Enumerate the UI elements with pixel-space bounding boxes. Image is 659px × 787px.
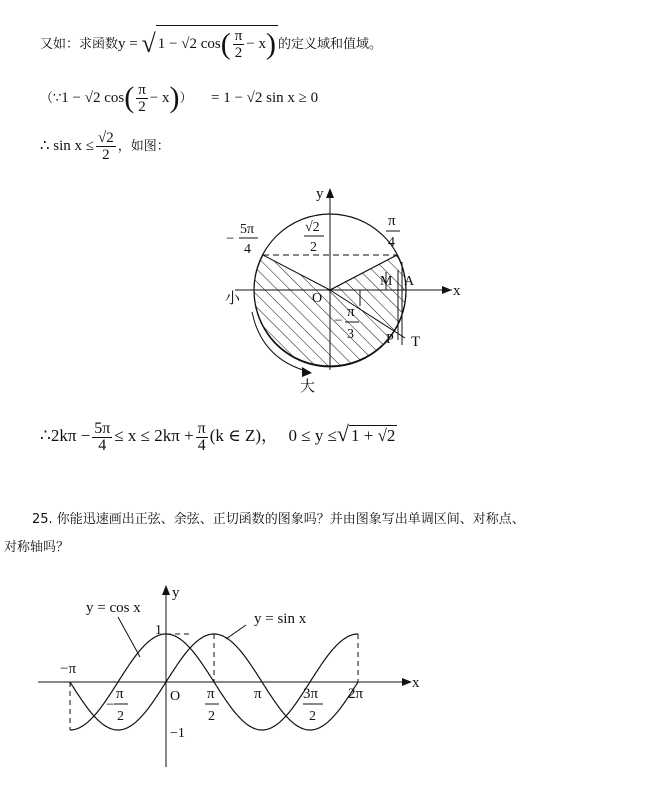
func-prefix: y = <box>118 36 142 52</box>
because-line: （∵1 − √2 cos( $\frac{\pi}{2}$ − x)） = 1 − √2 sin x ≥ 0 <box>40 81 319 115</box>
cos-label: y = cos x <box>86 600 141 616</box>
pi-label: π <box>347 304 355 320</box>
paren-close: ） <box>179 91 193 106</box>
five-pi-label: 5π <box>240 222 255 237</box>
intro-text: 又如：求函数 <box>40 37 119 52</box>
o-label: O <box>170 689 181 704</box>
y-label: y <box>316 186 324 202</box>
radical-sign: √ <box>141 29 156 58</box>
two-pi-label: 2π <box>348 686 364 702</box>
pi-over-2: $\frac{\pi}{2}$ <box>234 28 243 62</box>
two-label: 2 <box>208 709 215 724</box>
because-expr: 1 − √2 cos <box>61 90 125 106</box>
question-25-line1: 25. 你能迅速画出正弦、余弦、正切函数的图象吗？并由图象写出单调区间、对称点、 <box>32 512 525 527</box>
radicand: 1 − √2 cos( $\frac{\pi}{2}$ − x) <box>156 25 278 62</box>
answer-line: ∴2kπ − $\frac{5\pi}{4}$ ≤ x ≤ 2kπ + $\frac{\pi}{4}$ (k ∈ Z)， 0 ≤ y ≤√ 1 + √2 <box>40 419 396 454</box>
neg-one-label: −1 <box>170 726 185 741</box>
range-root: 1 + √2 <box>351 426 396 445</box>
a-label: A <box>404 274 415 289</box>
answer-mid: ≤ x ≤ 2kπ + <box>114 426 194 445</box>
four-label: 4 <box>388 235 395 250</box>
pi-over-2: $\frac{\pi}{2}$ <box>138 81 146 115</box>
x-axis-arrow <box>442 286 452 294</box>
neg-sign-pi3: − <box>334 313 343 329</box>
range-prefix: 0 ≤ y ≤ <box>288 426 337 445</box>
three-pi-label: 3π <box>303 686 319 702</box>
neg-pi-label: −π <box>60 661 77 677</box>
neg-sign-5pi4: − <box>226 231 235 247</box>
big-label: 大 <box>300 377 316 395</box>
as-figure: ，如图： <box>117 139 170 154</box>
trig-graph <box>0 567 659 787</box>
x-label: x <box>412 675 420 691</box>
pi-label: π <box>116 686 124 702</box>
y-axis-arrow <box>162 585 170 595</box>
question-25-line2: 对称轴吗？ <box>4 540 70 555</box>
pi-label: π <box>388 213 396 229</box>
k-condition: (k ∈ Z)， <box>209 426 279 445</box>
pi-label: π <box>254 686 262 702</box>
cos-label-pointer <box>118 617 140 657</box>
x-axis-arrow <box>402 678 412 686</box>
equals-expr: = 1 − √2 sin x ≥ 0 <box>210 90 319 106</box>
sin-label-pointer <box>226 625 246 639</box>
o-label: O <box>312 291 323 306</box>
therefore-prefix: ∴ sin x ≤ <box>40 138 95 154</box>
small-label: 小 <box>225 289 241 307</box>
pi-label: π <box>207 686 215 702</box>
p-label: P <box>386 332 394 347</box>
answer-lhs: 2kπ − <box>50 426 91 445</box>
one-label: 1 <box>155 623 162 638</box>
m-label: M <box>380 274 393 289</box>
minus-x: − x <box>149 90 170 106</box>
two-label: 2 <box>310 240 317 255</box>
sqrt2-over-2: $\frac{√2}{2}$ <box>98 129 114 163</box>
x-label: x <box>453 283 461 299</box>
t-label: T <box>411 334 421 350</box>
three-label: 3 <box>347 327 354 342</box>
radicand-start: 1 − √2 cos <box>157 36 221 52</box>
five-pi-over-4: $\frac{5\pi}{4}$ <box>94 419 111 454</box>
four-label: 4 <box>244 242 251 257</box>
pi-over-4: $\frac{\pi}{4}$ <box>197 419 206 454</box>
sqrt2-label: √2 <box>305 220 320 235</box>
sin-label: y = sin x <box>254 611 307 627</box>
therefore-sign: ∴ <box>40 426 51 445</box>
y-label: y <box>172 585 180 601</box>
two-label: 2 <box>117 709 124 724</box>
statement-suffix: 的定义域和值域。 <box>278 37 383 52</box>
minus-x: − x <box>246 36 266 52</box>
because-open: （∵ <box>40 91 62 106</box>
two-label: 2 <box>309 709 316 724</box>
direction-arrowhead <box>302 367 312 377</box>
neg-sign: − <box>106 697 115 713</box>
y-axis-arrow <box>326 188 334 198</box>
